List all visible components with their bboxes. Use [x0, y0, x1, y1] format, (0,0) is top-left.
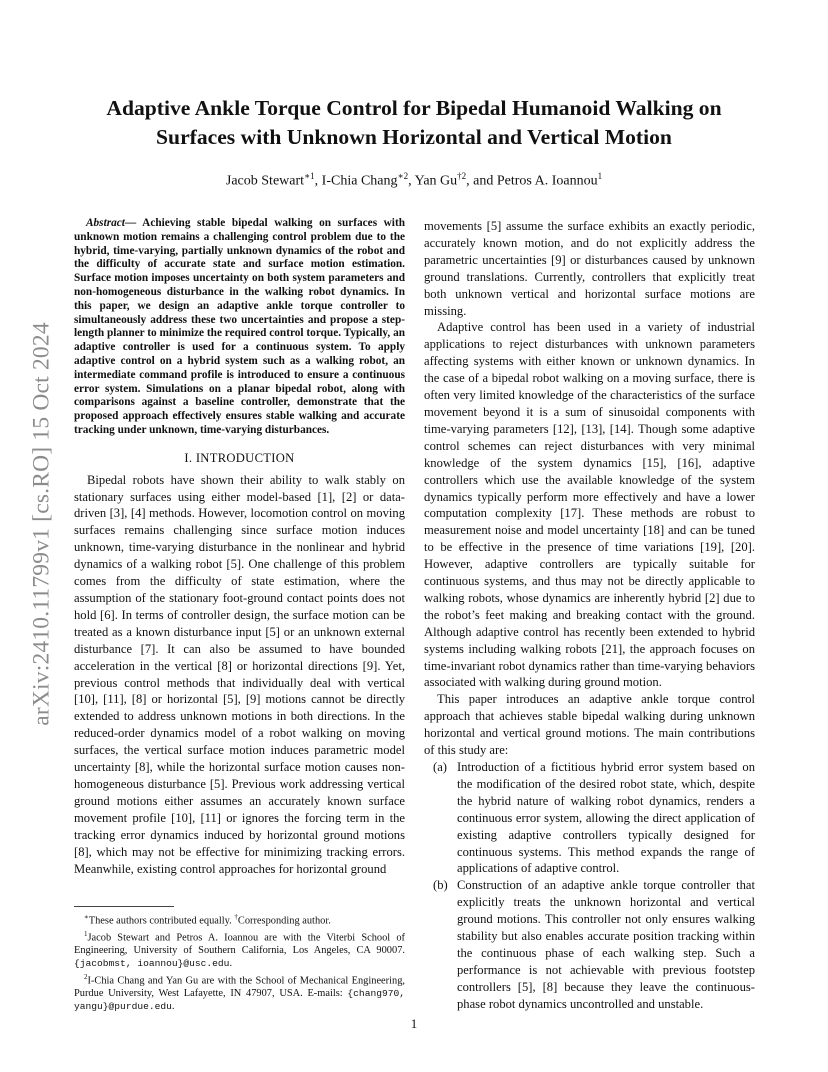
abstract	[74, 217, 405, 438]
author-name: I-Chia Chang	[321, 173, 398, 189]
footnote-affiliation-2	[74, 971, 405, 1014]
footnote-text: .	[229, 958, 233, 970]
author-list	[74, 171, 754, 190]
footnote-equal-contribution	[74, 911, 405, 928]
footnote-mark: 1	[84, 930, 88, 939]
contribution-item	[424, 759, 755, 877]
author-affiliation-mark: 1	[597, 171, 603, 181]
title-line-2: Surfaces with Unknown Horizontal and Vertical Motion	[156, 125, 672, 149]
section-heading-introduction: I. INTRODUCTION	[184, 450, 295, 465]
footnote-mark: 2	[84, 972, 88, 981]
paper-title	[74, 94, 754, 152]
author-name: Jacob Stewart	[225, 173, 305, 189]
author-affiliation-mark: ∗2	[397, 171, 409, 181]
author-affiliation-mark: †2	[457, 171, 467, 181]
contribution-list	[424, 759, 755, 1013]
title-line-1: Adaptive Ankle Torque Control for Bipedal Humanoid Walking on	[106, 96, 722, 120]
footnote-divider	[74, 906, 174, 907]
contribution-text: Introduction of a fictitious hybrid error system based on the modification of the desired robot state, which, despite the hybrid nature of walking robot dynamics, renders a continuous error system, allowing the direct application of existing adaptive controllers typically designed for continuous systems. This method expands the range of applications of adaptive control.	[457, 760, 755, 876]
contribution-item	[424, 877, 755, 1012]
intro-paragraph-2: Adaptive control has been used in a variety of industrial applications to reject disturbances with unknown parameters affecting systems with either known or unknown dynamics. In the case of a bipedal robot walking on a moving surface, there is often very limited knowledge of the characteristics of the surface movement beyond it is a sum of sinusoidal components with time-varying parameters [12], [13], [14]. Though some adaptive control schemes can reject disturbances with very minimal knowledge of the system dynamics [15], [16], adaptive controllers which use the available knowledge of the system dynamics typically perform more effectively and have a lower computation complexity [17]. These methods are robust to measurement noise and model uncertainty [18] and can be tuned to be effective in the presence of time variations [19], [20]. However, adaptive controllers are typically suitable for continuous systems, and thus may not be directly applicable to walking robots, whose dynamics are inherently hybrid [2] due to the robot’s feet making and breaking contact with the ground. Although adaptive control has recently been extended to hybrid systems including walking robots [21], the approach focuses on time-invariant robot dynamics rather than time-varying behaviors associated with walking during ground motion.	[424, 320, 755, 690]
intro-paragraph-3: This paper introduces an adaptive ankle torque control approach that achieves stable bipedal walking during unknown horizontal and vertical ground motions. The main contributions of this study are:	[424, 692, 755, 758]
abstract-label: Abstract	[86, 217, 125, 229]
author-separator: , and	[466, 173, 497, 189]
arxiv-identifier-stamp	[22, 286, 62, 762]
email-purdue: {chang970, yangu}@purdue.edu	[74, 987, 405, 1012]
author-affiliation-mark: ∗1	[304, 171, 315, 181]
footnote-text: Corresponding author.	[237, 915, 331, 927]
contribution-text: Construction of an adaptive ankle torque controller that explicitly treats the unknown horizontal and vertical ground motions. This controller not only ensures walking stability but also enables accurate position tracking within the continuous phase of each walking step. Such a performance is not achievable with previous footstep controllers [5], [8] because they leave the continuous-phase robot dynamics uncontrolled and unstable.	[457, 878, 755, 1011]
footnote-text: I-Chia Chang and Yan Gu are with the School of Mechanical Engineering, Purdue University, West Lafayette, IN 47907, USA. E-mails:	[74, 975, 405, 999]
author-name: Yan Gu	[414, 173, 458, 189]
footnote-affiliation-1	[74, 928, 405, 971]
intro-paragraph-1-continued: movements [5] assume the surface exhibits an exactly periodic, accurately known motion, and do not explicitly address the parametric uncertainties [9] or disturbances caused by unknown ground translations. Currently, controllers that explicitly treat both unknown vertical and horizontal surface motions are missing.	[424, 219, 755, 318]
page-number: 1	[410, 1016, 418, 1031]
email-usc: {jacobmst, ioannou}@usc.edu	[74, 958, 230, 970]
author-separator: ,	[314, 173, 322, 189]
footnote-mark: †	[234, 913, 238, 921]
footnote-text: .	[171, 1000, 175, 1012]
author-name: Petros A. Ioannou	[496, 173, 598, 189]
right-column	[424, 218, 755, 1013]
left-column	[74, 217, 405, 877]
contribution-marker: (a)	[433, 760, 447, 774]
footnotes	[74, 906, 405, 1013]
footnote-text: Jacob Stewart and Petros A. Ioannou are with the Viterbi School of Engineering, University of Southern California, Los Angeles, CA 90007.	[74, 932, 405, 957]
footnote-text: These authors contributed equally.	[88, 915, 235, 927]
footnote-mark: ∗	[84, 913, 89, 921]
arxiv-identifier-text: arXiv:2410.11799v1 [cs.RO] 15 Oct 2024	[28, 322, 55, 726]
intro-paragraph-1: Bipedal robots have shown their ability to walk stably on stationary surfaces using either model-based [1], [2] or data-driven [3], [4] methods. However, locomotion control on moving surfaces remains challenging since surface motion induces unknown, time-varying disturbance in the nonlinear and hybrid dynamics of a walking robot [5]. One challenge of this problem comes from the difficulty of state estimation, where the assumption of the stationary foot-ground contact points does not hold [6]. In terms of controller design, the surface motion can be treated as a known disturbance input [5] or an unknown external disturbance [7]. It can also be assumed to have bounded acceleration in the vertical [8] or horizontal directions [9]. Yet, previous control methods that individually deal with vertical [10], [11], [8] or horizontal [5], [9] motions cannot be directly extended to address unknown motions in both directions. In the reduced-order dynamics model of a robot walking on moving surfaces, the vertical surface motion induces parametric model uncertainty [8], while the horizontal surface motion causes non-homogeneous disturbance [5]. Previous work addressing vertical ground motions either assumes an accurately known surface movement profile [10], [11] or ignores the forcing term in the tracking error dynamics induced by horizontal ground motions [8], which may not be effective for minimizing tracking errors. Meanwhile, existing control approaches for horizontal ground	[74, 472, 405, 876]
author-separator: ,	[408, 173, 415, 189]
contribution-marker: (b)	[433, 878, 448, 893]
abstract-text: — Achieving stable bipedal walking on surfaces with unknown motion remains a challenging control problem due to the hybrid, time-varying, partially unknown dynamics of the robot and the difficulty of accurate state and surface motion estimation. Surface motion imposes uncertainty on both system parameters and non-homogeneous disturbance in the walking robot dynamics. In this paper, we design an adaptive ankle torque controller to simultaneously address these two uncertainties and propose a step-length planner to minimize the required control torque. Typically, an adaptive controller is used for a continuous system. To apply adaptive control on a hybrid system such as a walking robot, an intermediate command profile is introduced to ensure a continuous error system. Simulations on a planar bipedal robot, along with comparisons against a baseline controller, demonstrate that the proposed approach effectively ensures stable walking and accurate tracking under unknown, time-varying disturbances.	[74, 217, 405, 436]
